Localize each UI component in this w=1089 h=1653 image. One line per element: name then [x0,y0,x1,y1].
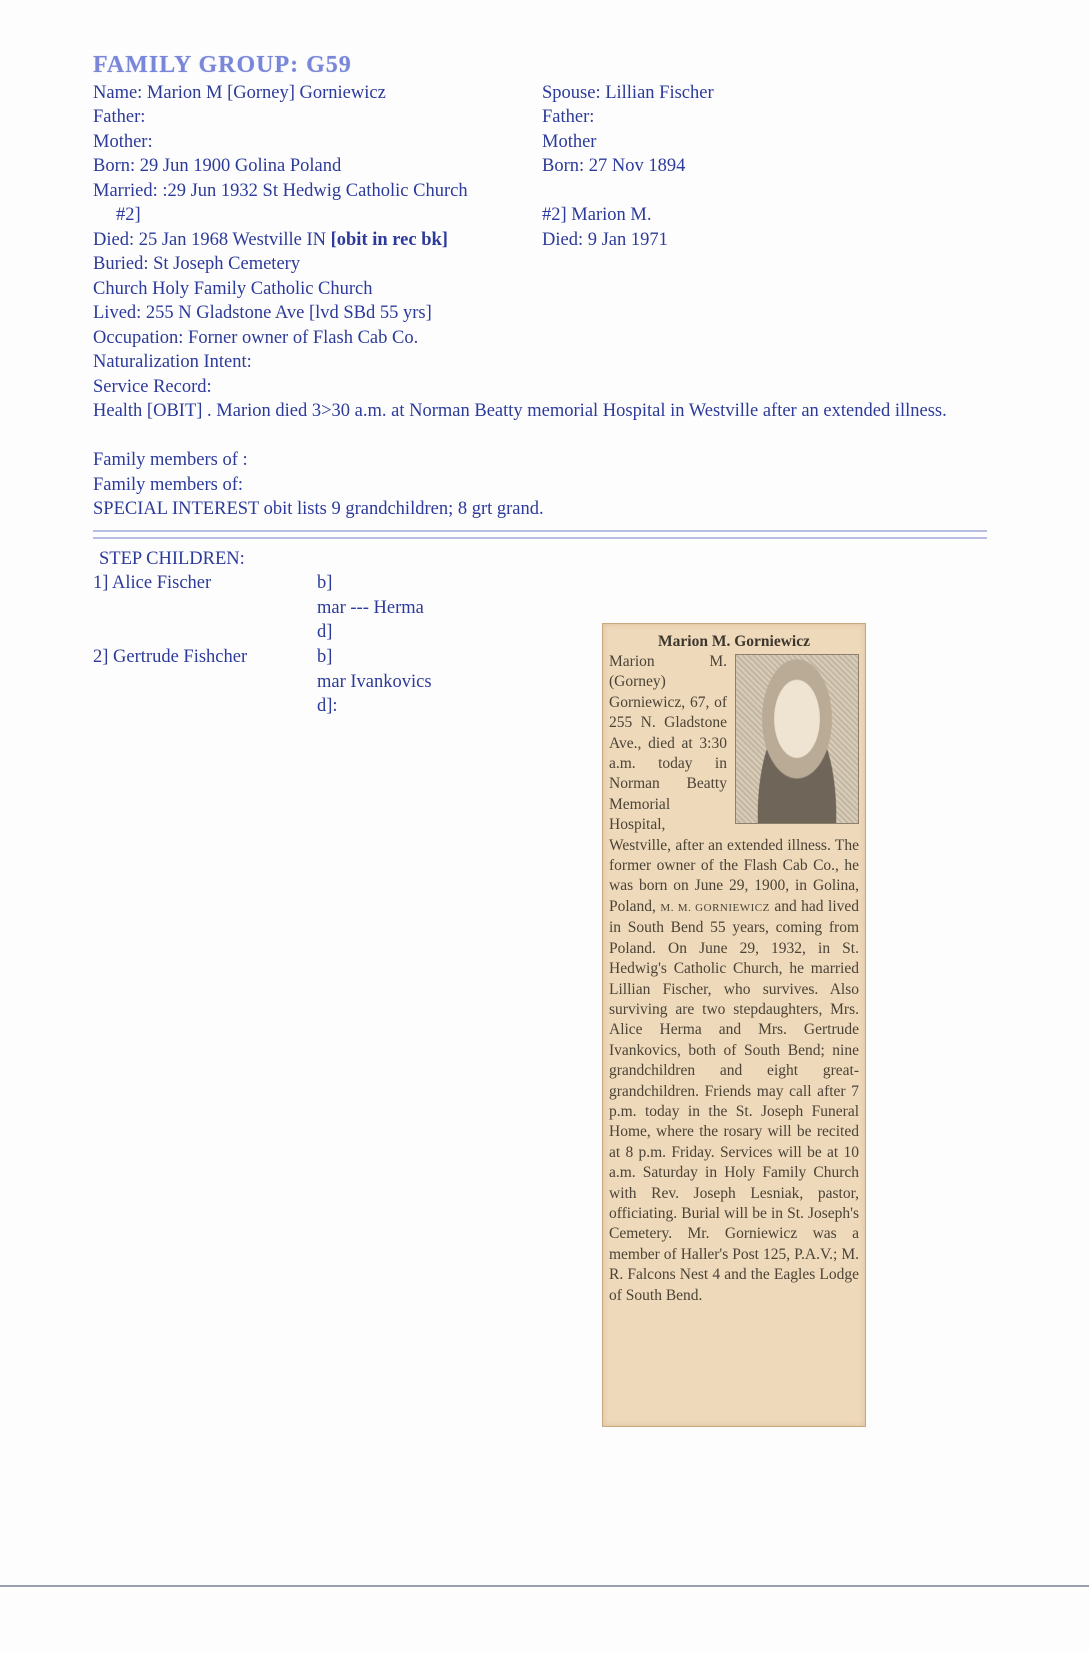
husband-name: Name: Marion M [Gorney] Gorniewicz [93,83,386,103]
step-children-heading: STEP CHILDREN: [99,549,245,569]
husband-born: Born: 29 Jun 1900 Golina Poland [93,156,342,176]
spouse-father: Father: [542,107,595,127]
step-child-2-married: mar Ivankovics [317,672,432,692]
step-child-1-married: mar --- Herma [317,598,424,618]
step-child-1-born: b] [317,573,333,593]
husband-father: Father: [93,107,146,127]
page-title: FAMILY GROUP: G59 [93,52,352,78]
husband-special-interest: SPECIAL INTEREST obit lists 9 grandchildren; 8 grt grand. [93,499,544,519]
step-child-2-born: b] [317,647,333,667]
husband-family-members-1: Family members of : [93,450,248,470]
spouse-mother: Mother [542,132,597,152]
husband-health: Health [OBIT] . Marion died 3>30 a.m. at Norman Beatty memorial Hospital in Westville after an extended illness. [93,401,947,421]
husband-church: Church Holy Family Catholic Church [93,279,373,299]
step-child-1-name: 1] Alice Fischer [93,573,212,593]
clipping-headline: Marion M. Gorniewicz [658,633,810,650]
husband-service-record: Service Record: [93,377,212,397]
husband-died-note: [obit in rec bk] [330,230,448,250]
step-child-1-died: d] [317,622,333,642]
obituary-clipping [602,623,866,1427]
husband-died [93,228,448,252]
clipping-text-part-2: and had lived in South Bend 55 years, coming from Poland. On June 29, 1932, in St. Hedwig's Catholic Church, he married Lillian Fischer, who survives. Also surviving are two stepdaughters, Mrs. Alice Herma and Mrs. Gertrude Ivankovics, both of South Bend; nine grandchildren and eight great-grandchildren. Friends may call after 7 p.m. today in the St. Joseph Funeral Home, where the rosary will be recited at 8 p.m. Friday. Services will be at 10 a.m. Saturday in Holy Family Church with Rev. Joseph Lesniak, pastor, officiating. Burial will be in St. Joseph's Cemetery. Mr. Gorniewicz was a member of Haller's Post 125, P.A.V.; M. R. Falcons Nest 4 and the Eagles Lodge of South Bend. [609,897,860,1304]
husband-naturalization: Naturalization Intent: [93,352,252,372]
step-child-2-name: 2] Gertrude Fishcher [93,647,248,667]
husband-buried: Buried: St Joseph Cemetery [93,254,301,274]
section-divider [93,530,987,539]
portrait-photo [735,654,859,824]
step-child-2-died: d]: [317,696,338,716]
photo-caption: M. M. GORNIEWICZ [660,901,770,914]
husband-married: Married: :29 Jun 1932 St Hedwig Catholic Church [93,181,468,201]
husband-family-members-2: Family members of: [93,475,244,495]
clipping-text-part-1: Marion M. (Gorney) Gorniewicz, 67, of 255 N. Gladstone Ave., died at 3:30 a.m. today in Norman Beatty Memorial Hospital, Westville, after an extended illness. The former owner of the Flash Cab Co., he was born on June 29, 1900, in Golina, Poland, [609,653,859,915]
husband-mother: Mother: [93,132,153,152]
husband-died-text: Died: 25 Jan 1968 Westville IN [93,230,326,250]
spouse-born: Born: 27 Nov 1894 [542,156,686,176]
spouse-marriage-number: #2] Marion M. [542,205,652,225]
husband-occupation: Occupation: Forner owner of Flash Cab Co. [93,328,419,348]
spouse-died: Died: 9 Jan 1971 [542,230,668,250]
clipping-body [609,652,859,1306]
husband-marriage-number: #2] [116,205,141,225]
page-bottom-rule [0,1585,1089,1587]
spouse-name: Spouse: Lillian Fischer [542,83,714,103]
husband-lived: Lived: 255 N Gladstone Ave [lvd SBd 55 yrs] [93,303,432,323]
